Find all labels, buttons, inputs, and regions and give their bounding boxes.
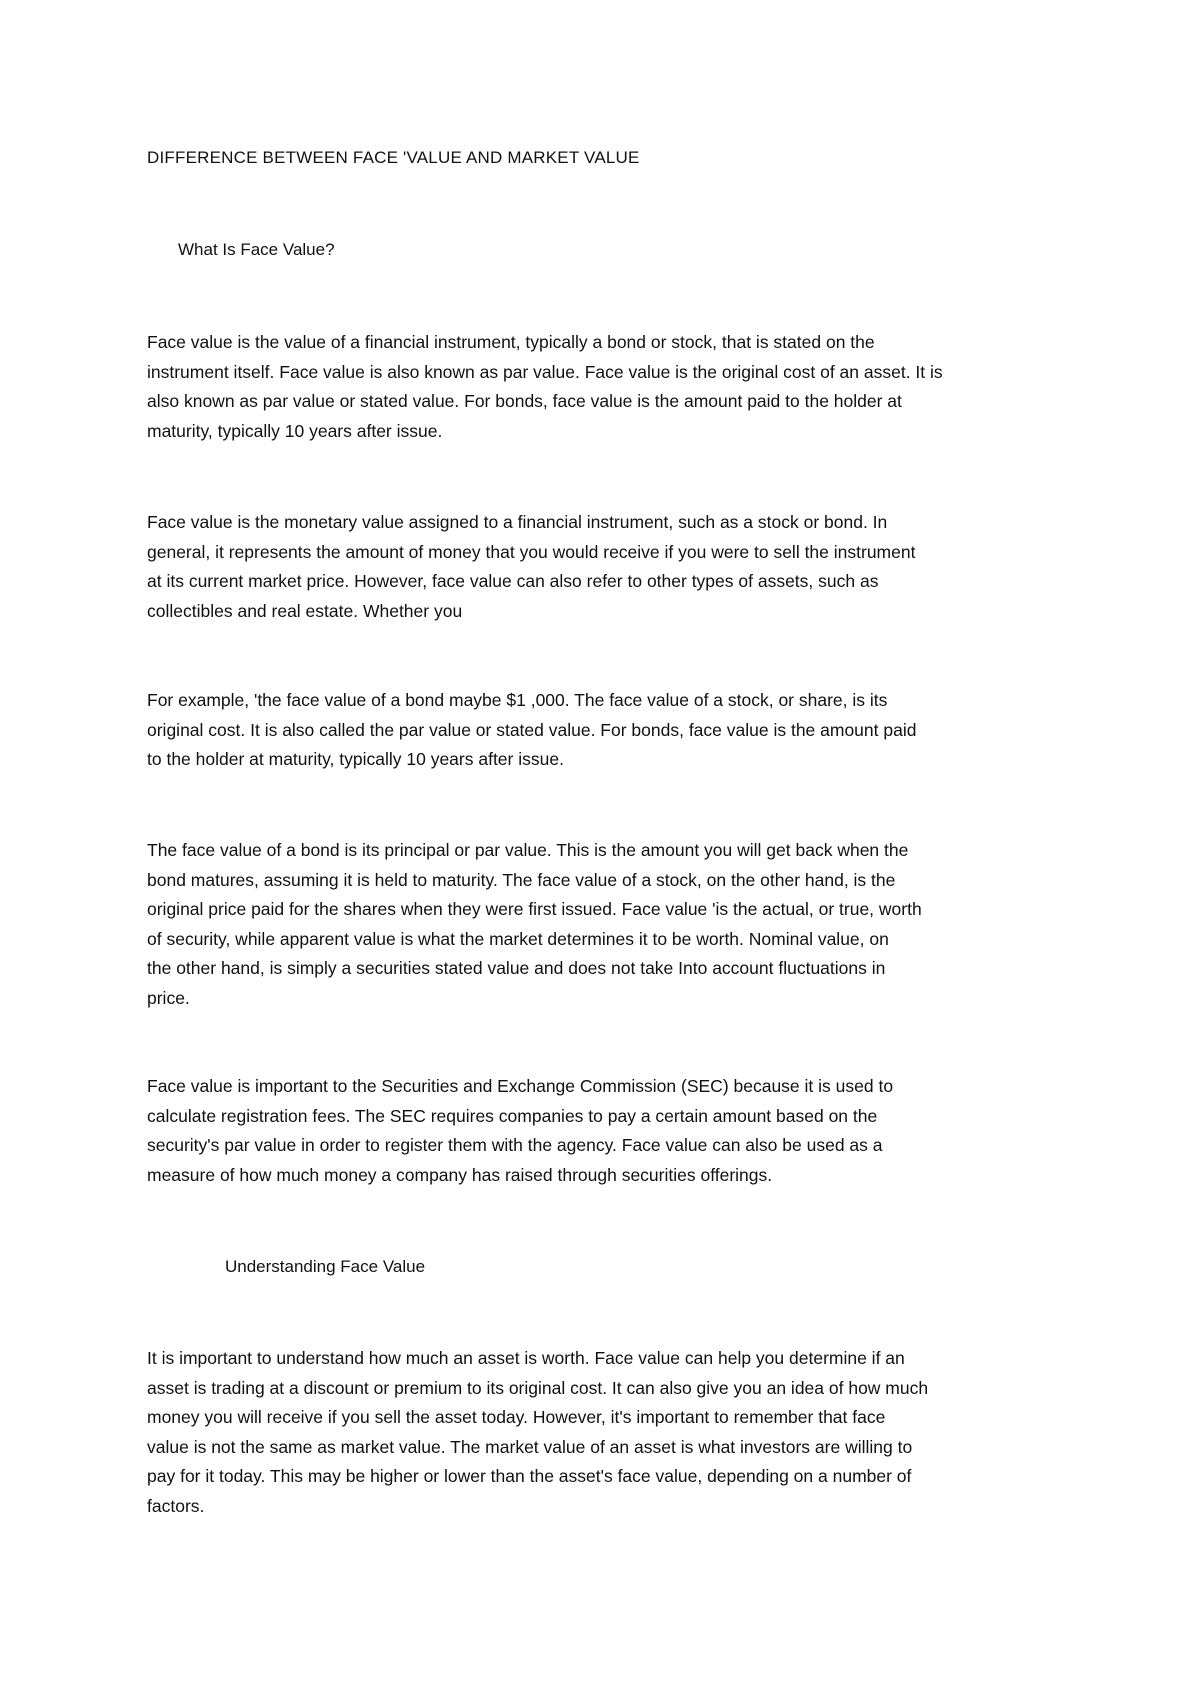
paragraph-line: price. — [147, 987, 190, 1008]
paragraph-line: also known as par value or stated value. For bonds, face value is the amount paid to the holder at — [147, 391, 902, 411]
paragraph-line: the other hand, is simply a securities stated value and does not take Into account fluctuations in — [147, 958, 886, 978]
paragraph-line: at its current market price. However, face value can also refer to other types of assets, such as — [147, 571, 879, 591]
heading-understanding-face-value: Understanding Face Value — [225, 1257, 426, 1276]
paragraph-monetary-value — [147, 508, 1067, 626]
paragraph-line: original price paid for the shares when they were first issued. Face value 'is the actual, or true, worth — [147, 899, 922, 919]
paragraph-line: calculate registration fees. The SEC requires companies to pay a certain amount based on the — [147, 1105, 878, 1126]
paragraph-line: original cost. It is also called the par value or stated value. For bonds, face value is the amount paid — [147, 719, 917, 740]
paragraph-line: It is important to understand how much an asset is worth. Face value can help you determine if an — [147, 1348, 905, 1368]
paragraph-line: maturity, typically 10 years after issue. — [147, 420, 443, 441]
paragraph-line: money you will receive if you sell the asset today. However, it's important to remember that face — [147, 1407, 886, 1427]
document-title: DIFFERENCE BETWEEN FACE 'VALUE AND MARKET VALUE — [147, 148, 640, 167]
paragraph-line: asset is trading at a discount or premium to its original cost. It can also give you an idea of how much — [147, 1377, 929, 1398]
heading-what-is-face-value: What Is Face Value? — [178, 240, 335, 259]
paragraph-line: of security, while apparent value is what the market determines it to be worth. Nominal value, on — [147, 928, 889, 949]
paragraph-line: Face value is important to the Securities and Exchange Commission (SEC) because it is used to — [147, 1076, 894, 1096]
paragraph-line: Face value is the value of a financial instrument, typically a bond or stock, that is stated on the — [147, 332, 875, 352]
paragraph-line: to the holder at maturity, typically 10 years after issue. — [147, 749, 564, 769]
paragraph-line: security's par value in order to register them with the agency. Face value can also be used as a — [147, 1135, 883, 1155]
paragraph-line: pay for it today. This may be higher or lower than the asset's face value, depending on a number of — [147, 1466, 912, 1486]
paragraph-line: measure of how much money a company has raised through securities offerings. — [147, 1164, 773, 1185]
paragraph-line: The face value of a bond is its principal or par value. This is the amount you will get back when the — [147, 840, 909, 860]
paragraph-line: instrument itself. Face value is also known as par value. Face value is the original cost of an asset. It is — [147, 361, 943, 382]
paragraph-line: factors. — [147, 1495, 205, 1516]
paragraph-sec — [147, 1072, 1067, 1190]
paragraph-line: general, it represents the amount of money that you would receive if you were to sell the instrument — [147, 541, 916, 562]
paragraph-line: bond matures, assuming it is held to maturity. The face value of a stock, on the other hand, is the — [147, 869, 896, 890]
paragraph-understanding — [147, 1344, 1067, 1521]
paragraph-line: value is not the same as market value. The market value of an asset is what investors are willing to — [147, 1436, 913, 1457]
paragraph-example — [147, 686, 1067, 775]
paragraph-line: Face value is the monetary value assigned to a financial instrument, such as a stock or bond. In — [147, 512, 888, 532]
paragraph-bond-principal — [147, 836, 1067, 1013]
paragraph-definition — [147, 328, 1067, 446]
paragraph-line: For example, 'the face value of a bond maybe $1 ,000. The face value of a stock, or share, is its — [147, 690, 888, 710]
paragraph-line: collectibles and real estate. Whether you — [147, 600, 463, 621]
